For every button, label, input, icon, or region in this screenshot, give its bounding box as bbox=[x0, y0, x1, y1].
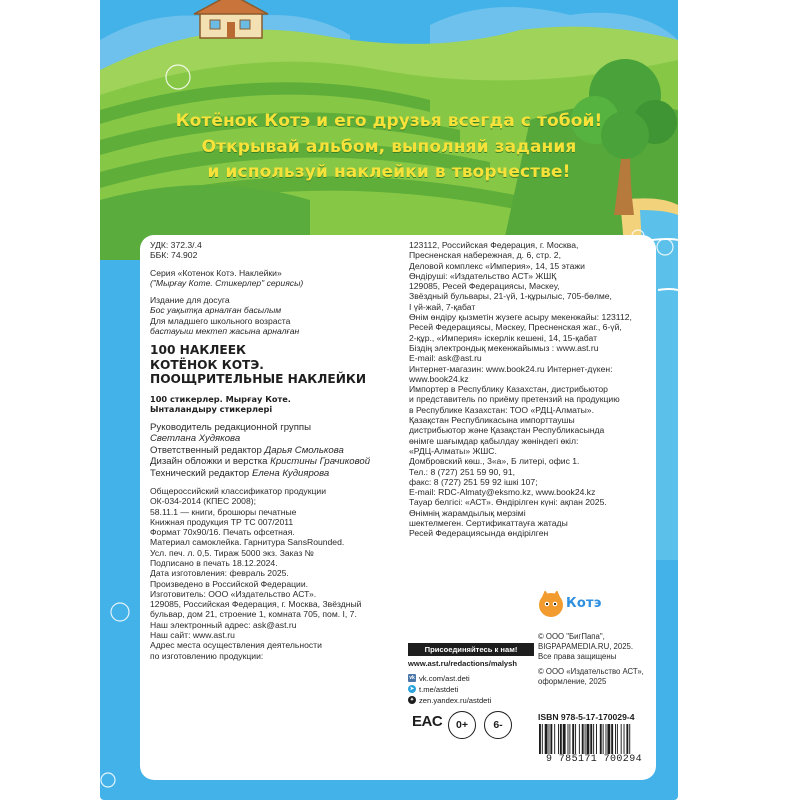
series-name-kz: ("Мырғау Котe. Стикерлер" сериясы) bbox=[150, 277, 304, 288]
imprint-left-column bbox=[150, 240, 400, 661]
imprint-line: Дата изготовления: февраль 2025. bbox=[150, 568, 289, 579]
audience-kz-1: Бос уақытқа арналған басылым bbox=[150, 305, 282, 316]
imprint-line: по изготовлению продукции: bbox=[150, 650, 264, 661]
bbk-code: ББК: 74.902 bbox=[150, 250, 198, 261]
kote-logo-text: Котэ bbox=[566, 596, 602, 611]
imprint-line: Тауар белгісі: «АСТ». Өндірілген күні: ақпан 2025. bbox=[409, 497, 607, 508]
imprint-line: 123112, Российская Федерация, г. Москва, bbox=[409, 240, 579, 250]
imprint-line: Өнімнің жарамдылық мерзімі bbox=[409, 507, 526, 518]
copyright-bigpapa-2: BIGPAPAMEDIA.RU, 2025. bbox=[538, 642, 634, 651]
social-link-telegram[interactable]: ➤ t.me/astdeti bbox=[409, 684, 459, 694]
imprint-line: Звёздный бульвары, 21-үй, 1-құрылыс, 705-бөлме, bbox=[409, 291, 612, 302]
imprint-line: факс: 8 (727) 251 59 92 ішкі 107; bbox=[409, 476, 538, 487]
imprint-line: Адрес места осуществления деятельности bbox=[150, 640, 322, 651]
imprint-line: www.book24.kz bbox=[409, 373, 469, 384]
imprint-line: Произведено в Российской Федерации. bbox=[150, 578, 309, 589]
imprint-line: и представитель по приёму претензий на продукцию bbox=[409, 394, 620, 405]
imprint-line: Материал самоклейка. Гарнитура SansRounded. bbox=[150, 537, 345, 548]
imprint-line: Қазақстан Республикасына импорттаушы bbox=[409, 415, 575, 426]
series-name: Серия «Котенок Котэ. Наклейки» bbox=[150, 267, 282, 278]
imprint-line: Наш сайт: www.ast.ru bbox=[150, 630, 235, 641]
imprint-line: 58.11.1 — книги, брошюры печатные bbox=[150, 506, 297, 517]
age-rating-0plus: 0+ bbox=[448, 711, 476, 739]
imprint-line: Пресненская набережная, д. 6, стр. 2, bbox=[409, 250, 561, 261]
social-link-zen[interactable]: ✦ zen.yandex.ru/astdeti bbox=[409, 695, 492, 705]
product-subtitle-1: 100 стикерлер. Мырғау Котe. bbox=[150, 393, 291, 404]
vk-icon: vk bbox=[409, 675, 415, 681]
imprint-line: шектелмеген. Сертификаттауға жатады bbox=[409, 518, 568, 529]
imprint-line: 129085, Российская Федерация, г. Москва, Звёздный bbox=[150, 599, 362, 610]
age-rating-6: 6- bbox=[484, 711, 512, 739]
copyright-bigpapa-3: Все права защищены bbox=[538, 652, 617, 661]
imprint-line: Подписано в печать 18.12.2024. bbox=[150, 557, 278, 568]
imprint-line: E-mail: ask@ast.ru bbox=[409, 353, 482, 364]
imprint-line: I үй-жай, 7-қабат bbox=[409, 301, 476, 312]
imprint-line: «РДЦ-Алматы» ЖШС. bbox=[409, 445, 497, 456]
editorial-staff bbox=[150, 422, 400, 479]
imprint-line: Ресей Федерациясында өндірілген bbox=[409, 528, 549, 539]
barcode-icon bbox=[537, 724, 653, 756]
imprint-line: 2-құр., «Империя» іскерлік кешені, 14, 15-қабат bbox=[409, 332, 598, 343]
imprint-details bbox=[150, 486, 400, 661]
imprint-line: 129085, Ресей Федерациясы, Мәскеу, bbox=[409, 281, 560, 292]
copyright-ast-2: оформление, 2025 bbox=[538, 677, 607, 686]
imprint-line: Импортер в Республику Казахстан, дистрибьютор bbox=[409, 384, 608, 395]
imprint-line: Усл. печ. л. 0,5. Тираж 5000 экз. Заказ № bbox=[150, 547, 314, 558]
imprint-line: Ресей Федерациясы, Мәскеу, Пресненская жаг., 6-үй, bbox=[409, 322, 622, 333]
imprint-right-column bbox=[409, 240, 659, 539]
audience-ru-2: Для младшего школьного возраста bbox=[150, 315, 291, 326]
eac-mark: EAC bbox=[412, 713, 443, 730]
imprint-line: Тел.: 8 (727) 251 59 90, 91, bbox=[409, 466, 516, 477]
zen-icon: ✦ bbox=[409, 697, 415, 703]
staff-line: Руководитель редакционной группы bbox=[150, 421, 312, 433]
imprint-line: Наш электронный адрес: ask@ast.ru bbox=[150, 619, 297, 630]
imprint-line: в Республике Казахстан: ТОО «РДЦ-Алматы». bbox=[409, 404, 594, 415]
imprint-line: өнімге шағымдар қабылдау жөніндегі өкіл: bbox=[409, 435, 579, 446]
imprint-line: Книжная продукция ТР ТС 007/2011 bbox=[150, 516, 294, 527]
product-title-1: 100 НАКЛЕЕК bbox=[150, 343, 247, 358]
staff-line: Светлана Худякова bbox=[150, 433, 241, 445]
imprint-line: Өндіруші: «Издательство АСТ» ЖШҚ bbox=[409, 270, 557, 281]
product-subtitle-2: Ынталандыру стикерлері bbox=[150, 404, 273, 415]
product-title-3: ПООЩРИТЕЛЬНЫЕ НАКЛЕЙКИ bbox=[150, 372, 367, 387]
copyright-ast-1: © ООО «Издательство АСТ», bbox=[538, 667, 644, 676]
imprint-line: бульвар, дом 21, строение 1, комната 705, пом. I, 7. bbox=[150, 609, 357, 620]
staff-line: Ответственный редактор Дарья Смолькова bbox=[150, 444, 344, 456]
copyright-bigpapa-1: © ООО "БигПапа", bbox=[538, 632, 605, 641]
slogan-line-1: Котёнок Котэ и его друзья всегда с тобой! bbox=[175, 111, 603, 131]
imprint-line: Біздің электрондық мекенжайымыз : www.ast.ru bbox=[409, 342, 599, 353]
imprint-line: Өнім өндіру қызметін жүзеге асыру мекенжайы: 123112, bbox=[409, 312, 632, 323]
barcode-digits: 9 785171 700294 bbox=[545, 754, 642, 765]
slogan-line-2: Открывай альбом, выполняй задания bbox=[201, 137, 577, 157]
slogan-line-3: и используй наклейки в творчестве! bbox=[207, 162, 571, 182]
imprint-line: Изготовитель: ООО «Издательство АСТ». bbox=[150, 588, 317, 599]
udk-code: УДК: 372.3/.4 bbox=[150, 240, 202, 250]
staff-line: Технический редактор Елена Кудиярова bbox=[150, 467, 330, 479]
social-link-vk[interactable]: vk vk.com/ast.deti bbox=[409, 673, 470, 683]
publisher-link[interactable]: www.ast.ru/redactions/malysh bbox=[408, 659, 518, 668]
imprint-line: дистрибьютор және Қазақстан Республикасында bbox=[409, 425, 605, 436]
imprint-line: Формат 70x90/16. Печать офсетная. bbox=[150, 527, 295, 538]
staff-line: Дизайн обложки и верстка Кристины Грачиковой bbox=[150, 456, 371, 468]
product-title-2: КОТЁНОК КОТЭ. bbox=[150, 357, 264, 372]
telegram-icon: ➤ bbox=[409, 686, 415, 692]
join-us-label: Присоединяйтесь к нам! bbox=[408, 643, 534, 656]
audience-ru-1: Издание для досуга bbox=[150, 295, 230, 306]
imprint-line: Интернет-магазин: www.book24.ru Интернет-дүкен: bbox=[409, 363, 613, 374]
imprint-line: ОК-034-2014 (КПЕС 2008); bbox=[150, 496, 256, 507]
isbn-number: ISBN 978-5-17-170029-4 bbox=[538, 712, 635, 722]
imprint-line: Деловой комплекс «Империя», 14, 15 этажи bbox=[409, 260, 585, 271]
imprint-line: Общероссийский классификатор продукции bbox=[150, 485, 327, 496]
imprint-line: E-mail: RDC-Almaty@eksmo.kz, www.book24.kz bbox=[409, 487, 596, 498]
audience-kz-2: бастауыш мектеп жасына арналған bbox=[150, 326, 300, 337]
imprint-line: Домбровский көш., 3«а», Б литері, офис 1. bbox=[409, 456, 580, 467]
